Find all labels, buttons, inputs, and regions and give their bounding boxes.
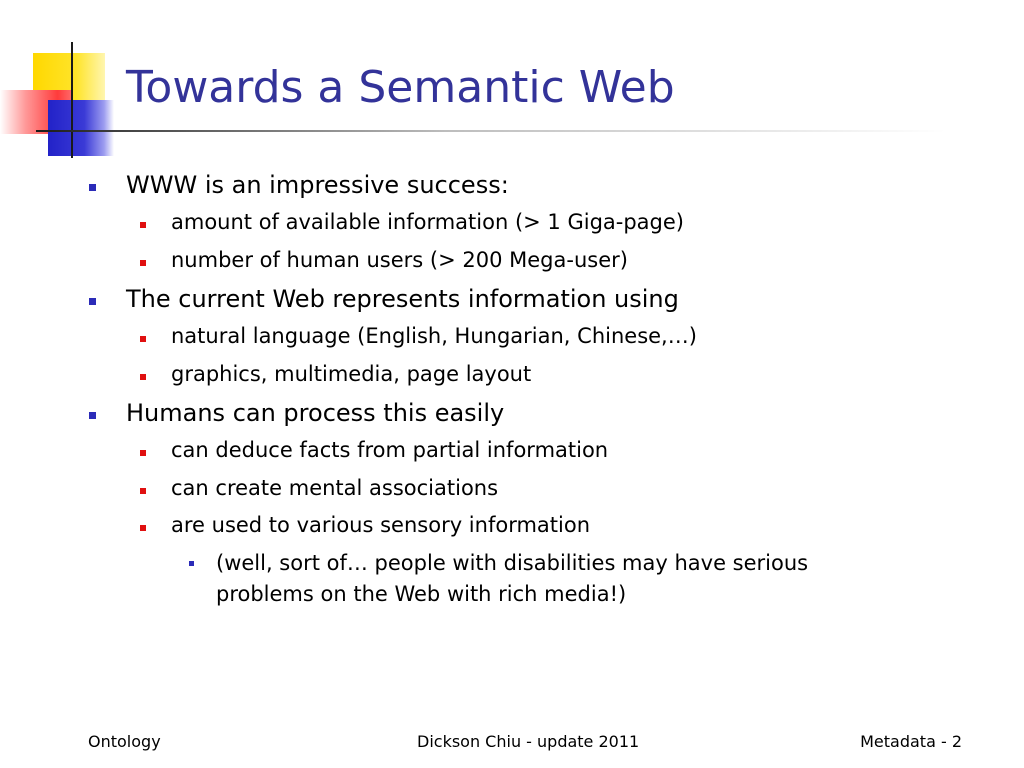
sub-bullet-text: are used to various sensory information	[171, 513, 591, 537]
sub-bullet-square-icon	[140, 450, 146, 456]
bullet-item	[126, 399, 504, 427]
bullet-square-icon	[89, 298, 96, 305]
sub-bullet-square-icon	[140, 222, 146, 228]
sub-bullet-item	[171, 438, 608, 462]
footer-right: Metadata - 2	[860, 732, 962, 751]
sub-bullet-item	[171, 324, 697, 348]
sub-bullet-square-icon	[140, 488, 146, 494]
bullet-item	[126, 171, 509, 199]
sub-bullet-item	[171, 476, 498, 500]
bullet-item	[126, 285, 679, 313]
sub-bullet-text: number of human users (> 200 Mega-user)	[171, 248, 628, 272]
sub-bullet-square-icon	[140, 260, 146, 266]
sub-bullet-item	[171, 513, 590, 537]
sub-sub-bullet-square-icon	[189, 561, 194, 566]
footer-center: Dickson Chiu - update 2011	[417, 732, 640, 751]
bullet-square-icon	[89, 184, 96, 191]
sub-bullet-item	[171, 210, 684, 234]
sub-bullet-text: graphics, multimedia, page layout	[171, 362, 532, 386]
bullet-square-icon	[89, 412, 96, 419]
slide-title: Towards a Semantic Web	[126, 62, 675, 113]
sub-bullet-text: amount of available information (> 1 Giga-page)	[171, 210, 684, 234]
sub-bullet-text: can create mental associations	[171, 476, 499, 500]
sub-bullet-item	[171, 248, 628, 272]
sub-bullet-square-icon	[140, 525, 146, 531]
bullet-text: Humans can process this easily	[126, 399, 505, 427]
sub-bullet-square-icon	[140, 374, 146, 380]
sub-bullet-text: can deduce facts from partial information	[171, 438, 609, 462]
sub-sub-bullet-text: (well, sort of… people with disabilities may have serious problems on the Web with rich media!)	[216, 551, 809, 606]
sub-bullet-item	[171, 362, 531, 386]
sub-bullet-square-icon	[140, 336, 146, 342]
footer-left: Ontology	[88, 732, 161, 751]
bullet-text: WWW is an impressive success:	[126, 171, 509, 199]
sub-sub-bullet-item	[216, 548, 896, 610]
bullet-text: The current Web represents information using	[126, 285, 679, 313]
sub-bullet-text: natural language (English, Hungarian, Chinese,…)	[171, 324, 697, 348]
